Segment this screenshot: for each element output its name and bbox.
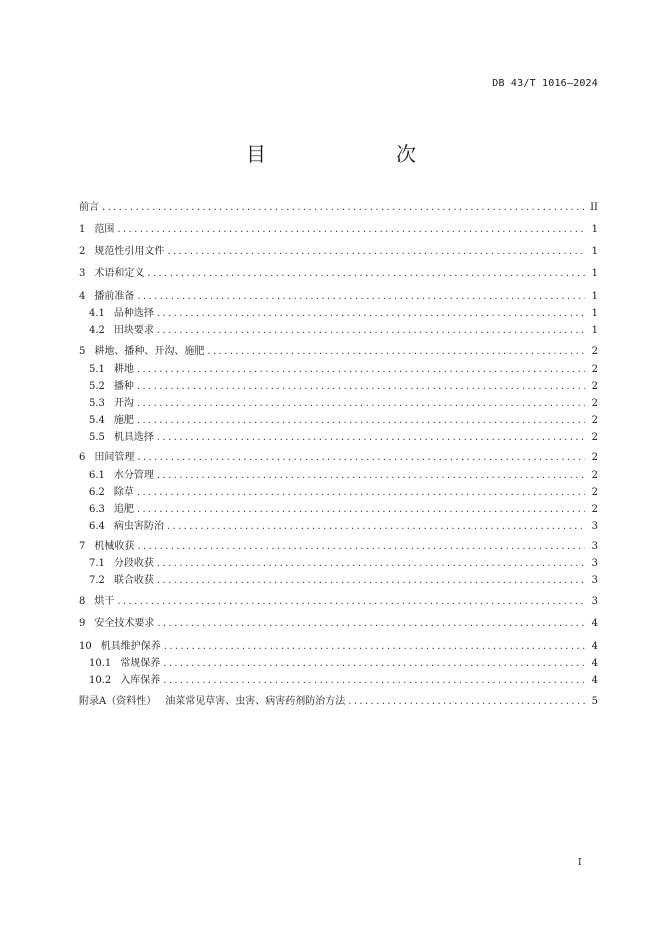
toc-entry-label: 水分管理 xyxy=(113,470,154,481)
toc-entry[interactable] xyxy=(79,450,598,466)
toc-entry-number: 10.1 xyxy=(89,658,112,669)
toc-entry-page: 1 xyxy=(591,308,598,319)
toc-entry-label: 耕地、播种、开沟、施肥 xyxy=(94,346,205,357)
toc-leader-dots xyxy=(137,396,585,412)
toc-entry[interactable] xyxy=(79,289,598,305)
toc-leader-dots xyxy=(137,413,585,429)
toc-leader-dots xyxy=(207,344,585,360)
toc-leader-dots xyxy=(157,323,585,339)
toc-entry-number: 6.1 xyxy=(89,470,105,481)
toc-entry-number: 4.1 xyxy=(89,308,105,319)
toc-entry[interactable] xyxy=(79,694,598,710)
toc-leader-dots xyxy=(137,379,585,395)
page-title: 目 次 xyxy=(246,142,446,166)
toc-subentry[interactable] xyxy=(89,468,598,484)
toc-leader-dots xyxy=(137,362,585,378)
toc-entry-page: 2 xyxy=(591,398,598,409)
toc-entry[interactable] xyxy=(79,639,598,655)
toc-entry-number: 10.2 xyxy=(89,675,112,686)
toc-leader-dots xyxy=(137,485,585,501)
toc-entry-number: 5.5 xyxy=(89,432,105,443)
toc-entry-label: 常规保养 xyxy=(120,658,161,669)
toc-subentry[interactable] xyxy=(89,656,598,672)
toc-leader-dots xyxy=(157,430,585,446)
toc-entry-page: 3 xyxy=(591,575,598,586)
toc-entry-page: 3 xyxy=(591,558,598,569)
toc-entry-label: 耕地 xyxy=(113,364,134,375)
toc-leader-dots xyxy=(163,656,585,672)
toc-entry-label: 烘干 xyxy=(94,596,115,607)
toc-entry-label: 范围 xyxy=(94,224,115,235)
toc-entry-page: 2 xyxy=(591,504,598,515)
toc-leader-dots xyxy=(102,200,585,216)
toc-leader-dots xyxy=(157,573,585,589)
toc-entry-page: 1 xyxy=(591,224,598,235)
toc-entry-number: 2 xyxy=(79,246,86,257)
toc-entry-page: 3 xyxy=(591,596,598,607)
toc-entry-number: 1 xyxy=(79,224,86,235)
toc-entry-label: 播种 xyxy=(113,381,134,392)
toc-entry-number: 5.4 xyxy=(89,415,105,426)
toc-entry-page: 2 xyxy=(591,381,598,392)
toc-entry-label: 入库保养 xyxy=(120,675,161,686)
toc-entry[interactable] xyxy=(79,244,598,260)
toc-entry-page: 1 xyxy=(591,325,598,336)
toc-subentry[interactable] xyxy=(89,413,598,429)
toc-leader-dots xyxy=(157,306,585,322)
toc-entry-label: 安全技术要求 xyxy=(94,618,155,629)
toc-subentry[interactable] xyxy=(89,502,598,518)
toc-entry[interactable] xyxy=(79,200,598,216)
toc-entry[interactable] xyxy=(79,266,598,282)
toc-entry-page: II xyxy=(590,202,598,213)
toc-entry-number: 5.2 xyxy=(89,381,105,392)
toc-subentry[interactable] xyxy=(89,306,598,322)
toc-entry-page: 2 xyxy=(591,487,598,498)
toc-entry-page: 4 xyxy=(591,618,598,629)
toc-entry-number: 7 xyxy=(79,541,86,552)
toc-entry-number: 6 xyxy=(79,452,86,463)
toc-leader-dots xyxy=(348,694,585,710)
toc-subentry[interactable] xyxy=(89,673,598,689)
toc-entry-label: 机具选择 xyxy=(113,432,154,443)
toc-entry-page: 2 xyxy=(591,415,598,426)
toc-leader-dots xyxy=(157,468,585,484)
toc-leader-dots xyxy=(157,616,585,632)
toc-entry-label: 机械收获 xyxy=(94,541,135,552)
toc-entry-number: 6.2 xyxy=(89,487,105,498)
toc-entry[interactable] xyxy=(79,594,598,610)
toc-leader-dots xyxy=(137,502,585,518)
toc-leader-dots xyxy=(163,673,585,689)
toc-leader-dots xyxy=(147,266,585,282)
toc-entry[interactable] xyxy=(79,222,598,238)
toc-subentry[interactable] xyxy=(89,573,598,589)
toc-entry-page: 4 xyxy=(591,675,598,686)
toc-entry-label: 病虫害防治 xyxy=(113,521,164,532)
toc-leader-dots xyxy=(157,556,585,572)
toc-entry-page: 2 xyxy=(591,470,598,481)
toc-leader-dots xyxy=(137,289,585,305)
toc-subentry[interactable] xyxy=(89,379,598,395)
toc-entry-number: 4 xyxy=(79,291,86,302)
toc-subentry[interactable] xyxy=(89,430,598,446)
toc-entry-page: 2 xyxy=(591,432,598,443)
toc-leader-dots xyxy=(167,244,585,260)
toc-entry-page: 2 xyxy=(591,346,598,357)
toc-leader-dots xyxy=(137,539,585,555)
toc-entry-label: 分段收获 xyxy=(113,558,154,569)
toc-entry-page: 1 xyxy=(591,291,598,302)
toc-subentry[interactable] xyxy=(89,396,598,412)
toc-entry-number: 6.4 xyxy=(89,521,105,532)
toc-entry-label: 前言 xyxy=(79,202,99,213)
toc-entry-label: 术语和定义 xyxy=(94,268,145,279)
toc-entry-label: 除草 xyxy=(113,487,134,498)
toc-entry[interactable] xyxy=(79,616,598,632)
toc-entry-number: 9 xyxy=(79,618,86,629)
toc-entry-number: 5.3 xyxy=(89,398,105,409)
toc-entry-page: 4 xyxy=(591,641,598,652)
toc-entry-page: 2 xyxy=(591,452,598,463)
toc-entry-label: 施肥 xyxy=(113,415,134,426)
toc-leader-dots xyxy=(167,519,585,535)
toc-subentry[interactable] xyxy=(89,519,598,535)
toc-entry-page: 3 xyxy=(591,521,598,532)
toc-entry-label: 追肥 xyxy=(113,504,134,515)
toc-entry-page: 4 xyxy=(591,658,598,669)
toc-entry[interactable] xyxy=(79,344,598,360)
toc-entry-page: 5 xyxy=(591,696,598,707)
toc-leader-dots xyxy=(117,222,585,238)
toc-entry-label: 油菜常见草害、虫害、病害药剂防治方法 xyxy=(165,696,346,707)
toc-entry-label: 规范性引用文件 xyxy=(94,246,165,257)
toc-leader-dots xyxy=(137,450,585,466)
toc-entry-label: 田块要求 xyxy=(113,325,154,336)
toc-subentry[interactable] xyxy=(89,362,598,378)
toc-entry-number: 3 xyxy=(79,268,86,279)
toc-entry-number: 附录A（资料性） xyxy=(79,696,157,707)
toc-entry-number: 8 xyxy=(79,596,86,607)
toc-entry-label: 开沟 xyxy=(113,398,134,409)
toc-entry-number: 7.1 xyxy=(89,558,105,569)
toc-entry-number: 5 xyxy=(79,346,86,357)
toc-entry-number: 5.1 xyxy=(89,364,105,375)
page-number: I xyxy=(578,858,582,868)
toc-entry[interactable] xyxy=(79,539,598,555)
toc-entry-label: 联合收获 xyxy=(113,575,154,586)
toc-subentry[interactable] xyxy=(89,323,598,339)
toc-subentry[interactable] xyxy=(89,556,598,572)
toc-leader-dots xyxy=(117,594,585,610)
toc-entry-number: 6.3 xyxy=(89,504,105,515)
toc-entry-number: 7.2 xyxy=(89,575,105,586)
toc-entry-label: 机具维护保养 xyxy=(100,641,161,652)
toc-entry-label: 播前准备 xyxy=(94,291,135,302)
toc-leader-dots xyxy=(164,639,585,655)
toc-entry-page: 1 xyxy=(591,268,598,279)
toc-entry-label: 品种选择 xyxy=(113,308,154,319)
toc-entry-number: 4.2 xyxy=(89,325,105,336)
toc-entry-label: 田间管理 xyxy=(94,452,135,463)
document-code: DB 43/T 1016—2024 xyxy=(492,78,598,89)
toc-subentry[interactable] xyxy=(89,485,598,501)
toc-entry-page: 1 xyxy=(591,246,598,257)
toc-entry-number: 10 xyxy=(79,641,92,652)
toc-entry-page: 2 xyxy=(591,364,598,375)
toc-entry-page: 3 xyxy=(591,541,598,552)
